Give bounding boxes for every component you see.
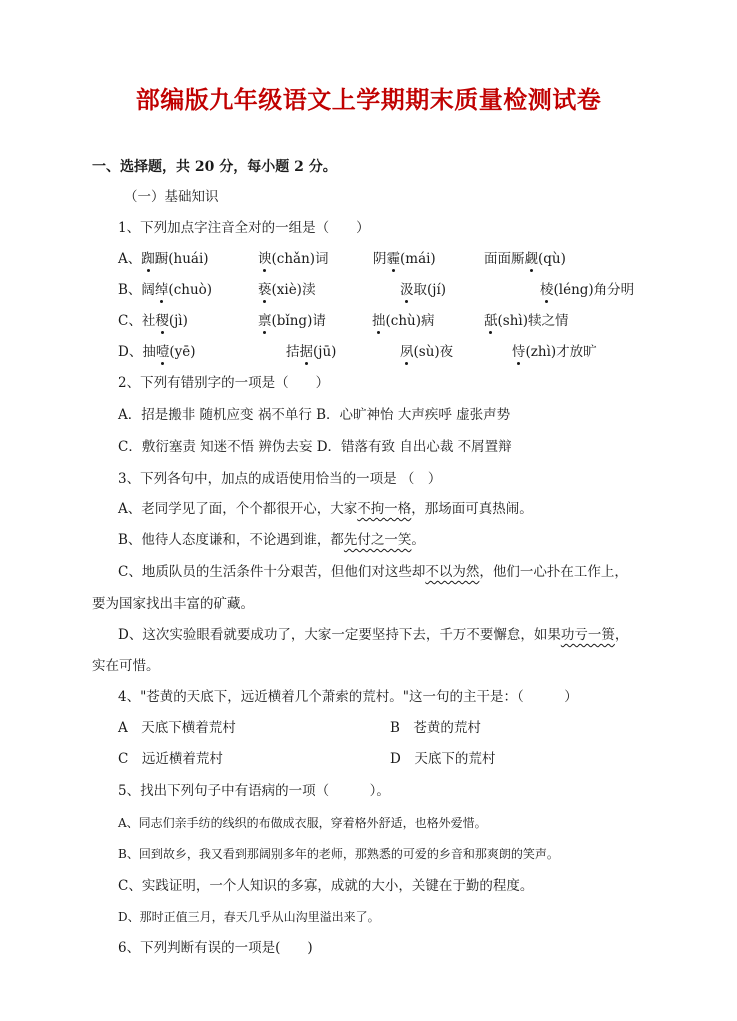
question-3-option-a: A、老同学见了面，个个都很开心，大家不拘一格，那场面可真热闹。: [118, 501, 533, 517]
dotted-char: 棱: [540, 282, 554, 298]
dotted-char: 夙: [400, 344, 414, 360]
question-2-stem: 2、下列有错别字的一项是（ ）: [118, 375, 330, 391]
dotted-char: 据: [299, 344, 313, 360]
question-3-option-c-line-1: C、地质队员的生活条件十分艰苦，但他们对这些却不以为然，他们一心扑在工作上，: [118, 564, 628, 580]
page-title: 部编版九年级语文上学期期末质量检测试卷: [135, 85, 602, 114]
question-6-stem: 6、下列判断有误的一项是( ): [118, 940, 313, 956]
dotted-char: 谀: [258, 251, 272, 267]
dotted-char: 恃: [512, 344, 526, 360]
dotted-char: 霾: [386, 251, 400, 267]
section-heading: 一、选择题，共 20 分，每小题 2 分。: [92, 159, 337, 175]
question-3-stem: 3、下列各句中，加点的成语使用恰当的一项是 （ ）: [118, 471, 442, 487]
question-4-option-c: C 远近横着荒村: [118, 751, 223, 767]
question-4-option-a: A 天底下横着荒村: [118, 720, 236, 736]
question-3-option-d-line-1: D、这次实验眼看就要成功了，大家一定要坚持下去，千万不要懈怠，如果功亏一篑，: [118, 627, 629, 643]
subsection-heading: （一）基础知识: [124, 189, 219, 205]
dotted-char: 舐: [484, 313, 498, 329]
dotted-char: 汲: [400, 282, 414, 298]
question-2-line-2: C．敷衍塞责 知迷不悟 辨伪去妄 D．错落有致 自出心裁 不屑置辩: [118, 439, 512, 455]
dotted-char: 稷: [155, 313, 169, 329]
question-4-stem: 4、"苍黄的天底下，远近横着几个萧索的荒村。"这一句的主干是：（ ）: [118, 689, 578, 705]
dotted-char: 亵: [258, 282, 272, 298]
dotted-char: 觑: [524, 251, 538, 267]
dotted-char: 禀: [258, 313, 272, 329]
dotted-char: 绰: [154, 282, 169, 298]
question-5-option-a: A、同志们亲手纺的线织的布做成衣服，穿着格外舒适，也格外爱惜。: [118, 816, 487, 830]
question-3-option-c-line-2: 要为国家找出丰富的矿藏。: [92, 596, 254, 612]
dotted-char: 噎: [155, 344, 170, 360]
exam-page: 部编版九年级语文上学期期末质量检测试卷 一、选择题，共 20 分，每小题 2 分。 （一）基础知识 1、下列加点字注音全对的一组是（ ） A、踟蹰(huái) 谀(chǎn)词 阴霾(mái) 面面厮觑(qù) B、阔绰(chuò) 亵(xiè)渎 汲取(jí) 棱(léng)角分明 C、社稷(jì) 禀(bǐng)请 拙(chù)病 舐(shì)犊之情 D、抽噎(yē) 拮据(jū) 夙(sù)夜 恃(zhì)才放旷 2、下列有错别字的一项是（ ） A．招是搬非 随机应变 祸不单行 B．心旷神怡 大声疾呼 虚张声势 C．敷衍塞责 知迷不悟 辨伪去妄 D．错落有致 自出心裁 不屑置辩 3、下列各句中，加点的成语使用恰当的一项是 （ ） A、老同学见了面，个个都很开心，大家不拘一格，那场面可真热闹。 B、他待人态度谦和，不论遇到谁，都先付之一笑。 C、地质队员的生活条件十分艰苦，但他们对这些却不以为然，他们一心扑在工作上， 要为国家找出丰富的矿藏。 D、这次实验眼看就要成功了，大家一定要坚持下去，千万不要懈怠，如果功亏一篑， 实在可惜。 4、"苍黄的天底下，远近横着几个萧索的荒村。"这一句的主干是：（ ） A 天底下横着荒村 B 苍黄的荒村 C 远近横着荒村 D 天底下的荒村 5、找出下列句子中有语病的一项（ ）。 A、同志们亲手纺的线织的布做成衣服，穿着格外舒适，也格外爱惜。 B、回到故乡，我又看到那阔别多年的老师，那熟悉的可爱的乡音和那爽朗的笑声。 C、实践证明，一个人知识的多寡，成就的大小，关键在于勤的程度。 D、那时正值三月，春天几乎从山沟里溢出来了。 6、下列判断有误的一项是( ): [0, 0, 737, 1021]
dotted-char: 拙: [372, 313, 386, 329]
question-5-option-b: B、回到故乡，我又看到那阔别多年的老师，那熟悉的可爱的乡音和那爽朗的笑声。: [118, 847, 559, 861]
dotted-idiom: 不以为然: [425, 564, 480, 580]
dotted-idiom: 先付之一笑: [343, 532, 412, 548]
question-5-option-c: C、实践证明，一个人知识的多寡，成就的大小，关键在于勤的程度。: [118, 878, 534, 894]
dotted-idiom: 功亏一篑: [560, 627, 615, 643]
question-4-option-b: B 苍黄的荒村: [390, 720, 481, 736]
question-5-stem: 5、找出下列句子中有语病的一项（ ）。: [118, 783, 390, 799]
question-2-line-1: A．招是搬非 随机应变 祸不单行 B．心旷神怡 大声疾呼 虚张声势: [118, 407, 511, 423]
dotted-idiom: 不拘一格: [357, 501, 412, 517]
dotted-char: 踟: [141, 251, 155, 267]
question-3-option-d-line-2: 实在可惜。: [92, 658, 160, 674]
question-3-option-b: B、他待人态度谦和，不论遇到谁，都先付之一笑。: [118, 532, 425, 548]
question-1-stem: 1、下列加点字注音全对的一组是（ ）: [118, 220, 370, 236]
question-5-option-d: D、那时正值三月，春天几乎从山沟里溢出来了。: [118, 910, 380, 924]
question-4-option-d: D 天底下的荒村: [390, 751, 496, 767]
